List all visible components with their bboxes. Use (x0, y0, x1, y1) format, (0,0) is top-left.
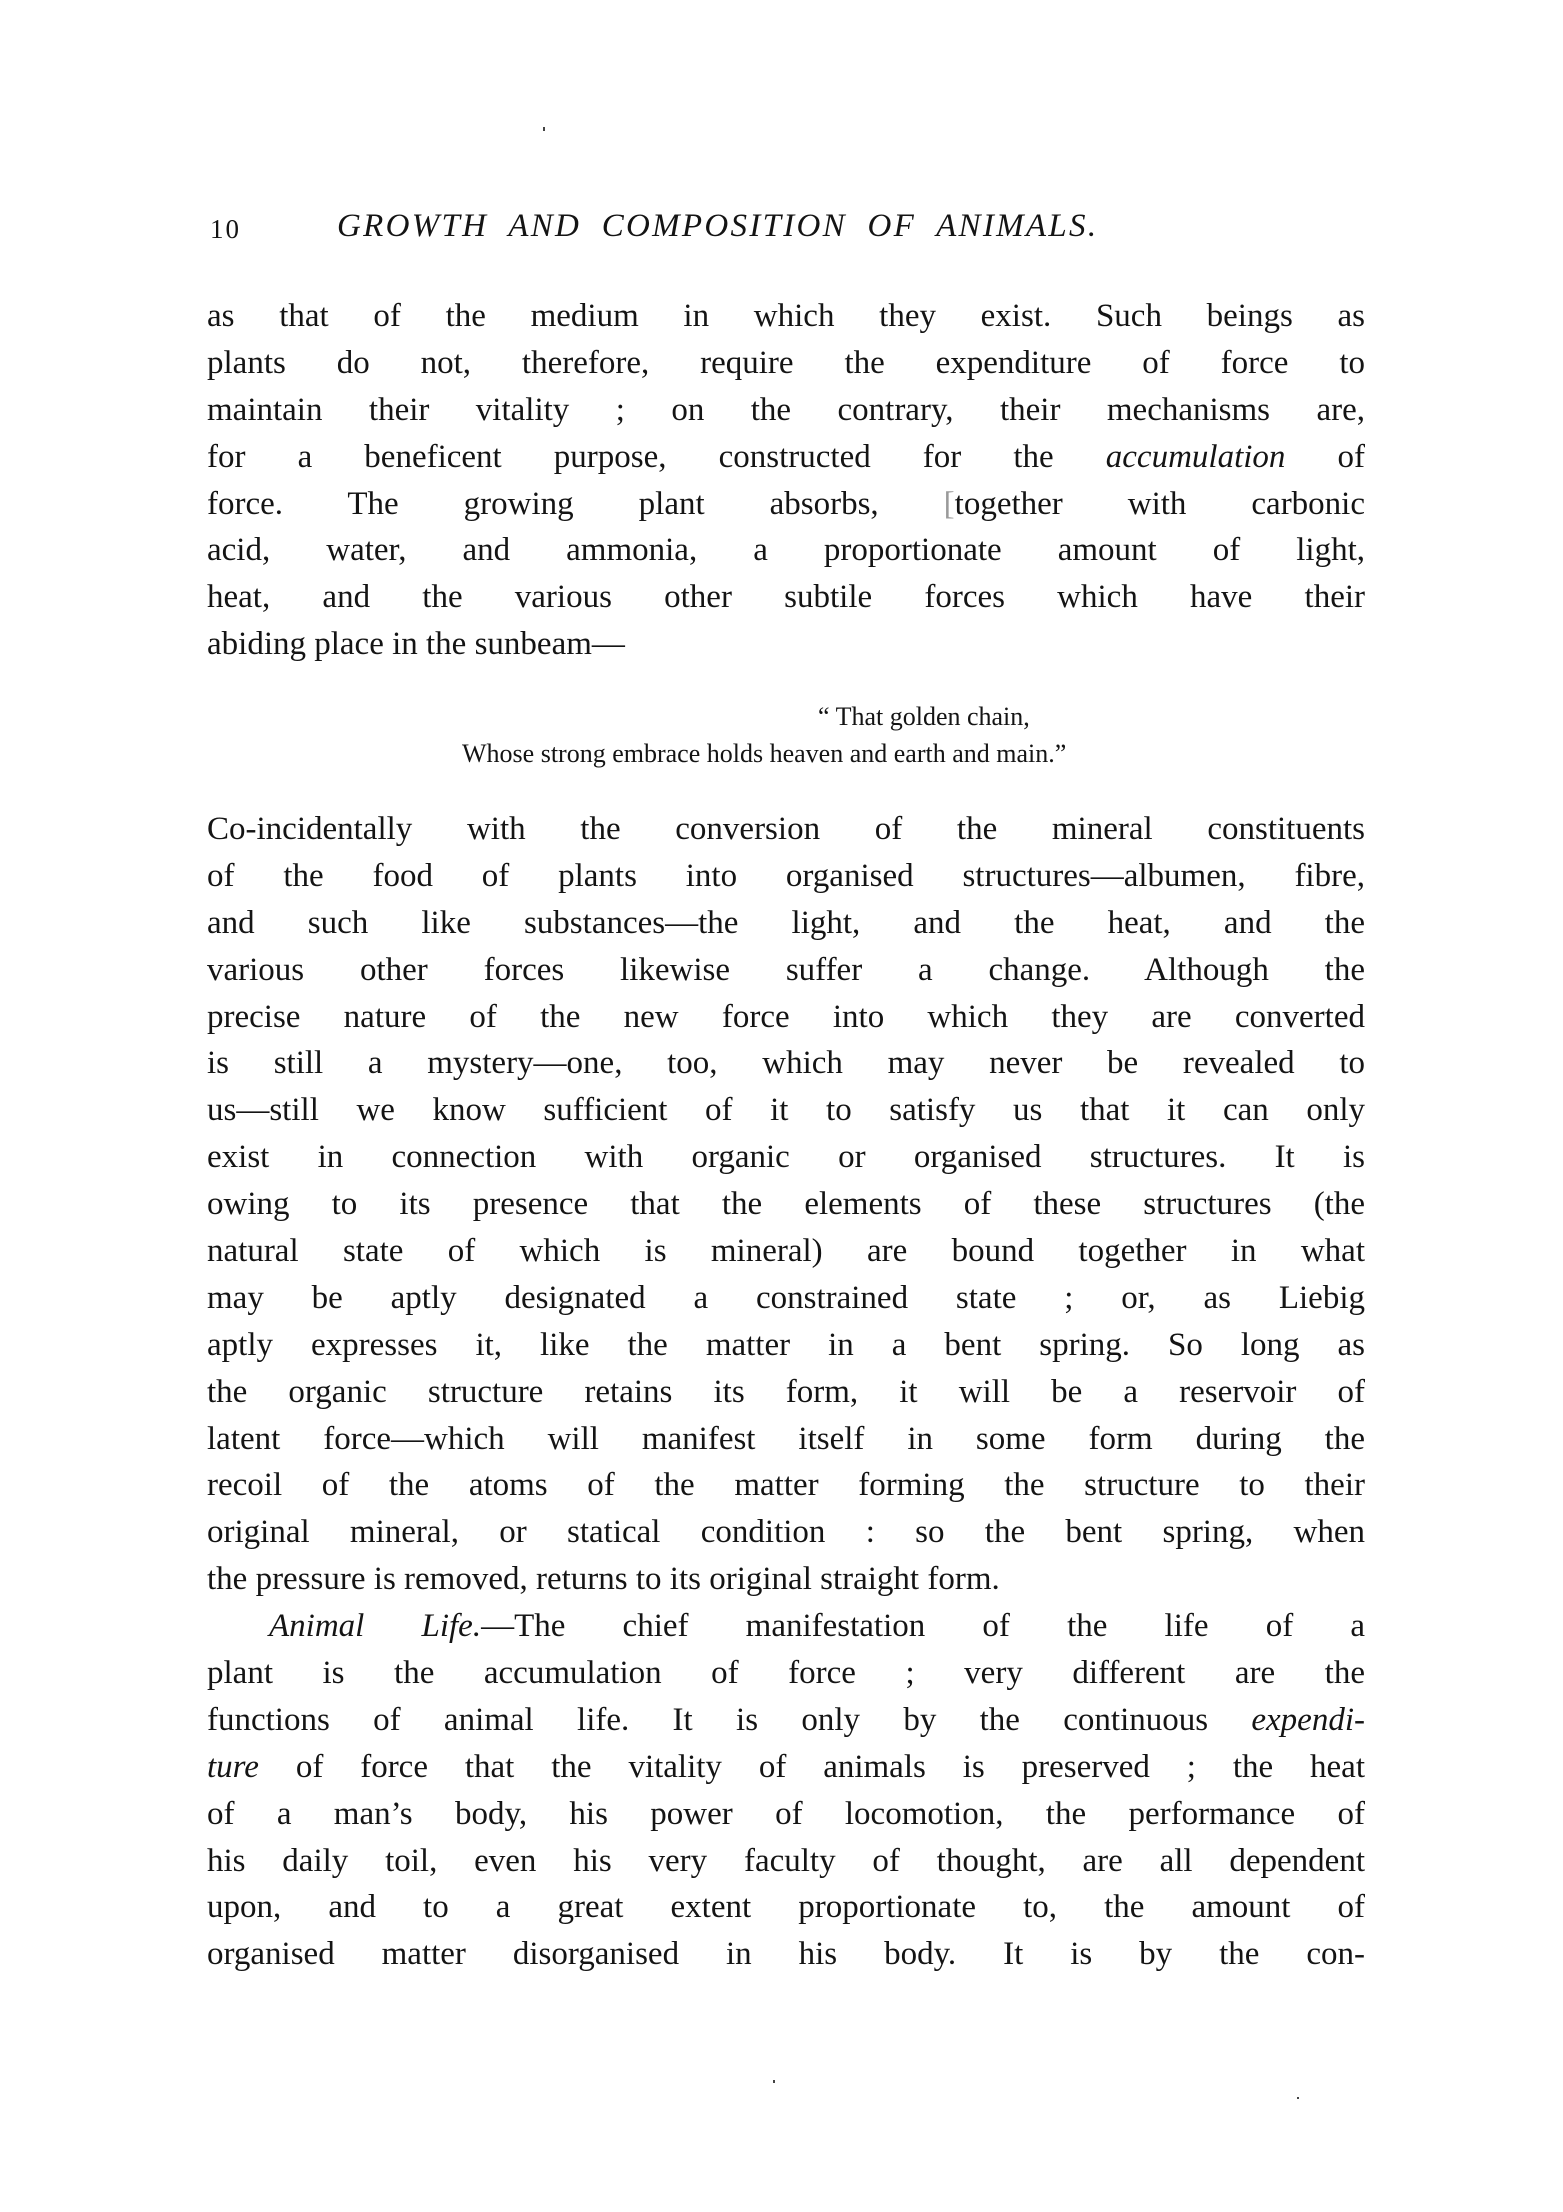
text-line: abiding place in the sunbeam— (207, 626, 625, 663)
text-line: may be aptly designated a constrained state ; or, as Liebig (207, 1279, 1365, 1316)
text-line: maintain their vitality ; on the contrary, their mechanisms are, (207, 391, 1365, 428)
text-line: of the food of plants into organised structures—albumen, fibre, (207, 857, 1365, 894)
scan-speck (543, 127, 545, 131)
text-line: recoil of the atoms of the matter forming the structure to their (207, 1467, 1365, 1504)
poem-line-1: “ That golden chain, (818, 702, 1030, 731)
text-line: his daily toil, even his very faculty of thought, are all dependent (207, 1842, 1365, 1879)
text-line: original mineral, or statical condition : so the bent spring, when (207, 1514, 1365, 1551)
text-line: Co-incidentally with the conversion of the mineral constituents (207, 811, 1365, 847)
paragraph-2 (207, 806, 1365, 1978)
paragraph-3-first-line: Animal Life.—The chief manifestation of the life of a (269, 1608, 1365, 1645)
italic-emphasis: ture (207, 1748, 259, 1785)
poem-quotation (207, 698, 1365, 772)
scan-speck (1297, 2097, 1299, 2099)
text-line: acid, water, and ammonia, a proportionate amount of light, (207, 532, 1365, 569)
text-line: the organic structure retains its form, it will be a reservoir of (207, 1373, 1365, 1410)
paragraph-1 (207, 293, 1365, 668)
page-number: 10 (210, 214, 241, 244)
text-line: upon, and to a great extent proportionate to, the amount of (207, 1889, 1365, 1926)
italic-emphasis: expendi- (1251, 1701, 1365, 1738)
text-line: heat, and the various other subtile forces which have their (207, 579, 1365, 616)
text-line: owing to its presence that the elements of these structures (the (207, 1186, 1365, 1223)
text-line: functions of animal life. It is only by the continuous expendi- (207, 1701, 1365, 1738)
section-heading-animal-life: Animal Life. (269, 1608, 482, 1645)
text-line: is still a mystery—one, too, which may never be revealed to (207, 1045, 1365, 1082)
poem-line-2: Whose strong embrace holds heaven and earth and main.” (462, 739, 1067, 768)
text-line: natural state of which is mineral) are bound together in what (207, 1233, 1365, 1270)
text-line: exist in connection with organic or organised structures. It is (207, 1139, 1365, 1176)
text-line: ture of force that the vitality of animals is preserved ; the heat (207, 1748, 1365, 1785)
scan-bracket-mark: [ (943, 485, 955, 522)
text-line: for a beneficent purpose, constructed for the accumulation of (207, 438, 1365, 475)
text-line: latent force—which will manifest itself in some form during the (207, 1420, 1365, 1457)
text-line: plant is the accumulation of force ; very different are the (207, 1655, 1365, 1692)
running-title: GROWTH AND COMPOSITION OF ANIMALS. (337, 208, 1099, 244)
text-line: and such like substances—the light, and the heat, and the (207, 904, 1365, 941)
text-line: the pressure is removed, returns to its original straight form. (207, 1561, 1000, 1598)
text-line: organised matter disorganised in his body. It is by the con- (207, 1936, 1365, 1973)
text-line: as that of the medium in which they exist. Such beings as (207, 298, 1365, 334)
text-line: precise nature of the new force into which they are converted (207, 998, 1365, 1035)
text-line: aptly expresses it, like the matter in a bent spring. So long as (207, 1326, 1365, 1363)
text-line: various other forces likewise suffer a change. Although the (207, 951, 1365, 988)
scan-speck (773, 2080, 775, 2083)
text-line: us—still we know sufficient of it to satisfy us that it can only (207, 1092, 1365, 1129)
text-line: plants do not, therefore, require the expenditure of force to (207, 344, 1365, 381)
text-line: force. The growing plant absorbs, [together with carbonic (207, 485, 1365, 522)
text-line: of a man’s body, his power of locomotion, the performance of (207, 1795, 1365, 1832)
running-head (210, 208, 1370, 252)
italic-emphasis: accumulation (1105, 438, 1286, 475)
